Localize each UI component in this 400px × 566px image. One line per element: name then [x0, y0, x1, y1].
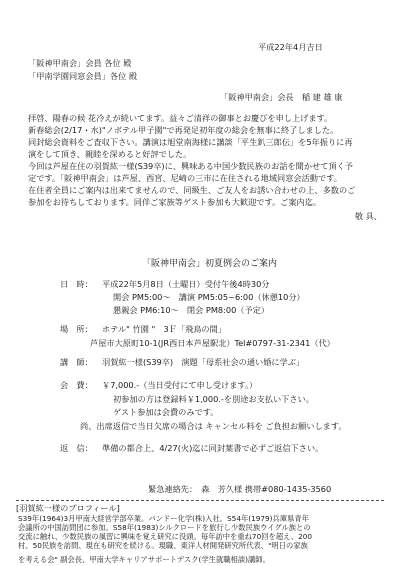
date-sub-2: 懇親会 PM6:10～ 閉会 PM8:00（予定）	[113, 305, 270, 315]
letter-line: 新春総会(2/17・水)"ノボテル甲子園"で再発足初年度の総会を無事に終了しました。	[28, 125, 339, 135]
recipient-line-2: 「甲南学園同窓会員」各位 殿	[28, 71, 138, 81]
profile-line: S39年(1964)3月甲南大経営学部卒業。バンドー化学(株)入社。S54年(1979)兵庫県青年	[18, 514, 310, 523]
place-value: ホテル" 竹園 " 3Ｆ「飛鳥の間」	[102, 324, 226, 334]
fee-note: 尚、出席返信で当日欠席の場合は キャンセル料を ご負担お願いします。	[80, 421, 347, 431]
event-title: 「阪神甲南会」初夏例会のご案内	[142, 259, 278, 269]
sender-line: 「阪神甲南会」会長 稲 建 雄 康	[220, 92, 343, 102]
letter-line: 拝啓、陽春の候 花冷えが続いてます。益々ご清祥の御事とお慶びを申し上げます。	[28, 113, 333, 123]
profile-line: 交流に触れ、少数民族の風習に興味を覚え研究に没頭。毎年訪中を重ね70回を超え、200	[18, 532, 313, 541]
letter-line: 同封総会資料をご査収下さい。講演は旭堂南海様に講談「平生釟三郎伝」を5年振りに再	[28, 137, 353, 147]
place-label: 場 所：	[60, 324, 93, 334]
fee-sub-1: 初参加の方は登録料￥1,000.-を別途お支払い下さい。	[113, 394, 314, 404]
date-sub-1: 開会 PM5:00～ 講演 PM5:05~6:00（休憩10分）	[113, 292, 305, 302]
date-value: 平成22年5月8日（土曜日）受付午後4時30分	[102, 279, 270, 289]
date-label: 日 時：	[60, 279, 93, 289]
fee-value: ￥7,000.-（当日受付にて申し受けます。）	[102, 380, 258, 390]
emergency-contact: 緊急連絡先： 森 芳久様 携帯#080-1435-3560	[148, 484, 332, 494]
profile-line: 会議所の中国訪問団に参加。S58年(1983)シルクロードを旅行し少数民族ウイグル族との	[18, 523, 311, 532]
letter-date: 平成22年4月吉日	[258, 42, 323, 52]
divider	[16, 500, 384, 501]
speaker-label: 講 師：	[60, 357, 93, 367]
fee-sub-2: ゲスト参加は会費のみです。	[113, 407, 219, 417]
letter-line: 定です。「阪神甲南会」は芦屋、西宮、尼崎の三市に在住される地域同窓会活動です。	[28, 173, 342, 183]
closing: 敬 具、	[354, 211, 382, 221]
profile-heading: [羽賀紘一様のプロフィール]	[16, 503, 120, 513]
fee-label: 会 費：	[60, 380, 93, 390]
profile-line: を考える会" 副会長、甲南大学キャリアサポートデスク(学生就職相談)講師。	[18, 555, 270, 564]
place-sub: 芦屋市大原町10-1(JR西日本芦屋駅北）Tel#0797-31-2341（代）	[90, 338, 335, 348]
profile-line: 村、50民族を訪問、現在も研究を続ける。現職、東洋人材開発研究所代表、"明日の家族	[18, 541, 308, 550]
speaker-value: 羽賀紘一様(S39卒) 演題「母系社会の通い婚に学ぶ」	[102, 357, 305, 367]
recipient-line-1: 「阪神甲南会」会員 各位 殿	[28, 58, 132, 68]
letter-line: 演をして頂き、親睦を深めると好評でした。	[28, 149, 192, 159]
reply-value: 準備の都合上、4/27(火)迄に同封葉書で必ずご返信下さい。	[102, 443, 324, 453]
letter-line: 参加をお待ちしております。同伴ご家族等ゲスト参加も大歓迎です。ご案内迄。	[28, 197, 322, 207]
reply-label: 返 信：	[60, 443, 93, 453]
letter-line: 在住者全員にご案内は出来てませんので、同級生、ご友人をお誘い合わせの上、多数のご	[28, 185, 356, 195]
letter-line: 今回は芦屋在住の羽賀紘一様(S39卒)に、興味ある中国少数民族のお話を聞かせて頂く予	[28, 161, 353, 171]
